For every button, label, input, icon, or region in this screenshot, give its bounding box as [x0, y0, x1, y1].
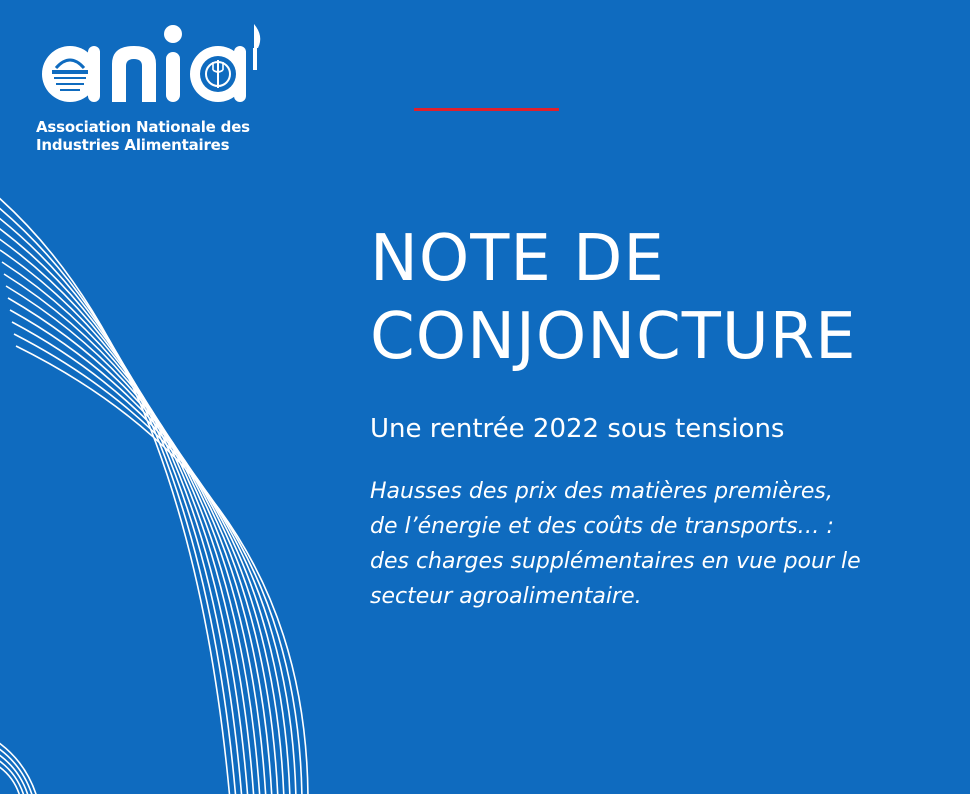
logo-subtitle-line2: Industries Alimentaires: [36, 136, 230, 154]
summary-line3: des charges supplémentaires en vue pour le: [370, 549, 861, 574]
ania-wordmark: [32, 14, 272, 110]
decorative-corner-arc: [0, 758, 25, 794]
decorative-arc-line: [0, 202, 236, 794]
title-line1: NOTE DE: [370, 222, 665, 296]
document-title: [370, 220, 857, 376]
summary-line1: Hausses des prix des matières premières,: [370, 479, 833, 504]
ania-logo: [32, 14, 282, 154]
decorative-arc-line: [0, 238, 254, 794]
decorative-arc-line: [16, 346, 308, 794]
logo-subtitle-line1: Association Nationale des: [36, 118, 250, 136]
decorative-arc-line: [0, 190, 230, 794]
decorative-arc-line: [10, 310, 290, 794]
summary-text: [370, 474, 950, 614]
summary-line2: de l’énergie et des coûts de transports… :: [370, 514, 834, 539]
decorative-corner-arc: [0, 752, 29, 794]
accent-rule: [414, 108, 559, 111]
logo-subtitle: [36, 118, 250, 154]
summary-line4: secteur agroalimentaire.: [370, 584, 642, 609]
document-subtitle: Une rentrée 2022 sous tensions: [370, 414, 785, 444]
title-line2: CONJONCTURE: [370, 300, 857, 374]
